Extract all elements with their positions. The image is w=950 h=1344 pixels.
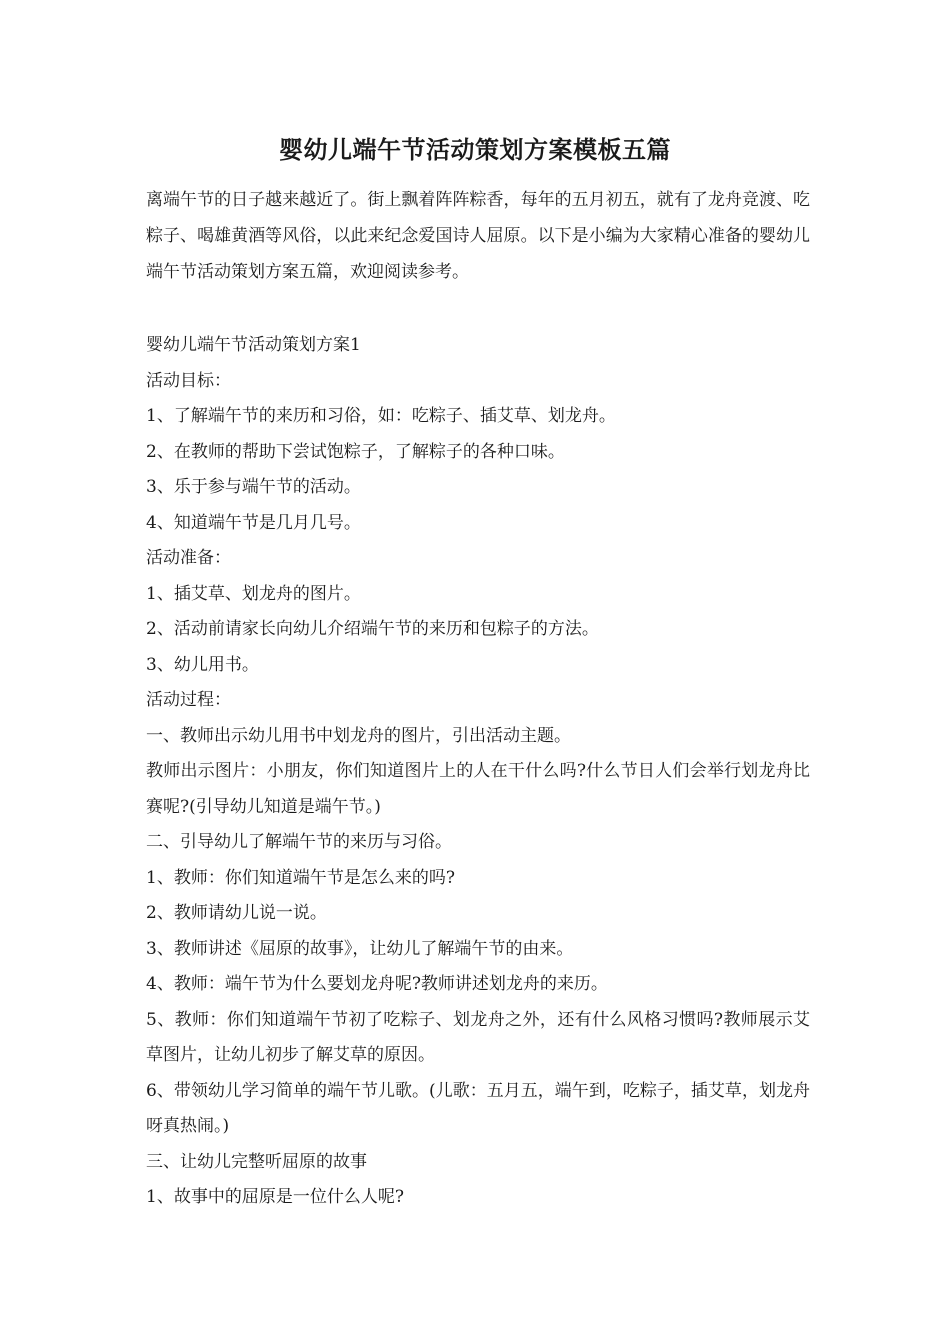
body-line: 二、引导幼儿了解端午节的来历与习俗。 — [146, 832, 452, 852]
document-title: 婴幼儿端午节活动策划方案模板五篇 — [279, 135, 671, 164]
body-line: 活动过程： — [146, 690, 231, 710]
body-line: 5、教师：你们知道端午节初了吃粽子、划龙舟之外，还有什么风格习惯吗?教师展示艾草图片，让幼儿初步了解艾草的原因。 — [146, 1009, 810, 1065]
body-line: 4、知道端午节是几月几号。 — [146, 512, 361, 533]
body-line: 1、教师：你们知道端午节是怎么来的吗? — [146, 867, 455, 888]
body-line: 教师出示图片：小朋友，你们知道图片上的人在干什么吗?什么节日人们会举行划龙舟比赛呢?(引导幼儿知道是端午节。) — [146, 761, 810, 817]
body-line: 2、在教师的帮助下尝试饱粽子，了解粽子的各种口味。 — [146, 441, 565, 462]
section-heading: 婴幼儿端午节活动策划方案1 — [146, 335, 361, 355]
body-line: 活动目标： — [146, 370, 231, 391]
body-line: 三、让幼儿完整听屈原的故事 — [146, 1151, 367, 1172]
body-line: 1、了解端午节的来历和习俗，如：吃粽子、插艾草、划龙舟。 — [146, 406, 616, 426]
body-line: 6、带领幼儿学习简单的端午节儿歌。(儿歌：五月五，端午到，吃粽子，插艾草，划龙舟呀真热闹。) — [146, 1080, 810, 1136]
body-line: 4、教师：端午节为什么要划龙舟呢?教师讲述划龙舟的来历。 — [146, 974, 608, 994]
body-line: 一、教师出示幼儿用书中划龙舟的图片，引出活动主题。 — [146, 725, 571, 746]
body-line: 2、活动前请家长向幼儿介绍端午节的来历和包粽子的方法。 — [146, 619, 599, 639]
intro-paragraph: 离端午节的日子越来越近了。街上飘着阵阵粽香，每年的五月初五，就有了龙舟竞渡、吃粽子、喝雄黄酒等风俗，以此来纪念爱国诗人屈原。以下是小编为大家精心准备的婴幼儿端午节活动策划方案五篇，欢迎阅读参考。 — [146, 190, 810, 282]
body-line: 3、幼儿用书。 — [146, 654, 259, 675]
body-line: 3、乐于参与端午节的活动。 — [146, 477, 361, 497]
body-line: 1、插艾草、划龙舟的图片。 — [146, 583, 361, 604]
body-line: 3、教师讲述《屈原的故事》，让幼儿了解端午节的由来。 — [146, 938, 574, 959]
body-line: 2、教师请幼儿说一说。 — [146, 903, 327, 923]
body-line: 活动准备： — [146, 548, 231, 568]
document-body — [146, 328, 810, 1216]
body-line: 1、故事中的屈原是一位什么人呢? — [146, 1187, 404, 1207]
